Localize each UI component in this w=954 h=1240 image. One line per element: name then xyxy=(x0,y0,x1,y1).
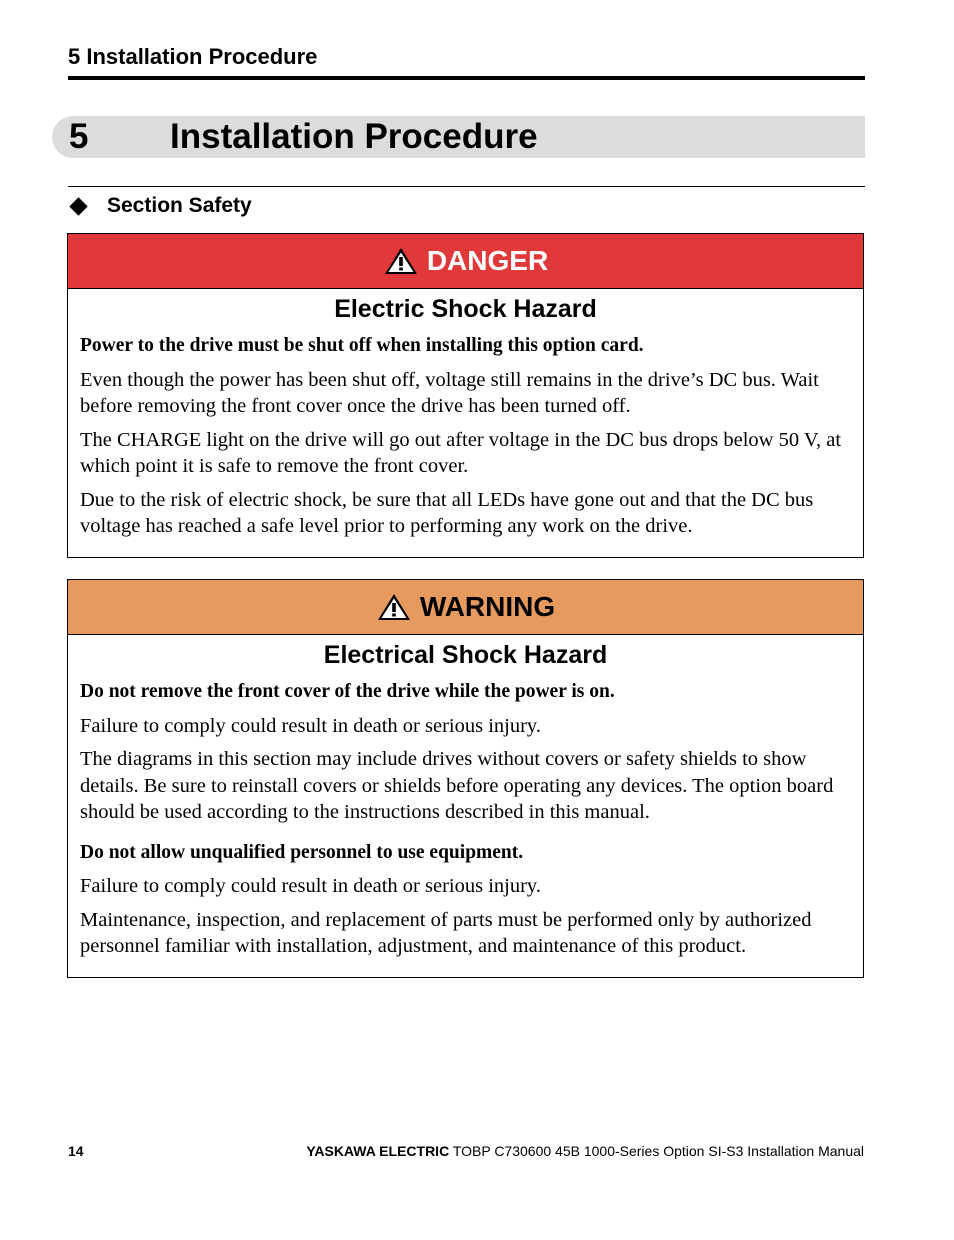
warning-triangle-icon xyxy=(383,246,419,276)
danger-bar xyxy=(68,234,863,289)
danger-paragraph: Due to the risk of electric shock, be sure that all LEDs have gone out and that the DC bus voltage has reached a safe level prior to performing any work on the drive. xyxy=(80,488,814,537)
header-rule xyxy=(68,76,865,80)
warning-triangle-icon xyxy=(376,592,412,622)
warning-body xyxy=(68,635,863,977)
section-rule xyxy=(68,186,865,187)
footer-brand: YASKAWA ELECTRIC xyxy=(306,1143,450,1159)
chapter-title: Installation Procedure xyxy=(170,117,538,156)
danger-paragraph: Even though the power has been shut off, voltage still remains in the drive’s DC bus. Wait before removing the front cover once the drive has been turned off. xyxy=(80,368,819,417)
footer-doc-title: TOBP C730600 45B 1000-Series Option SI-S3 Installation Manual xyxy=(449,1143,864,1159)
chapter-title-band xyxy=(52,116,865,158)
warning-hazard-title: Electrical Shock Hazard xyxy=(323,641,608,669)
page-number: 14 xyxy=(68,1143,84,1159)
warning-bold-statement: Do not allow unqualified personnel to use equipment. xyxy=(80,841,524,863)
warning-label: WARNING xyxy=(419,591,556,622)
warning-paragraph: Failure to comply could result in death or serious injury. xyxy=(80,714,541,737)
chapter-number: 5 xyxy=(69,117,89,156)
danger-bold-statement: Power to the drive must be shut off when installing this option card. xyxy=(80,335,644,356)
warning-paragraph: Failure to comply could result in death or serious injury. xyxy=(80,875,541,897)
danger-label: DANGER xyxy=(426,245,549,276)
warning-bold-statement: Do not remove the front cover of the drive while the power is on. xyxy=(80,681,615,702)
warning-paragraph: The diagrams in this section may include drives without covers or safety shields to show details. Be sure to reinstall covers or shields before operating any devices. The option board should be used according to the instructions described in this manual. xyxy=(80,748,834,823)
section-heading xyxy=(68,194,252,218)
diamond-bullet-icon xyxy=(69,197,87,215)
warning-paragraph: Maintenance, inspection, and replacement of parts must be performed only by authorized personnel familiar with installation, adjustment, and maintenance of this product. xyxy=(80,908,812,957)
danger-body xyxy=(68,289,863,557)
warning-bar xyxy=(68,580,863,635)
danger-notice xyxy=(67,233,864,558)
footer-doc-info xyxy=(306,1143,864,1159)
warning-notice xyxy=(67,579,864,978)
section-title: Section Safety xyxy=(107,194,252,217)
danger-paragraph: The CHARGE light on the drive will go out after voltage in the DC bus drops below 50 V, at which point it is safe to remove the front cover. xyxy=(80,428,842,477)
running-header: 5 Installation Procedure xyxy=(68,44,318,69)
danger-hazard-title: Electric Shock Hazard xyxy=(334,295,597,323)
